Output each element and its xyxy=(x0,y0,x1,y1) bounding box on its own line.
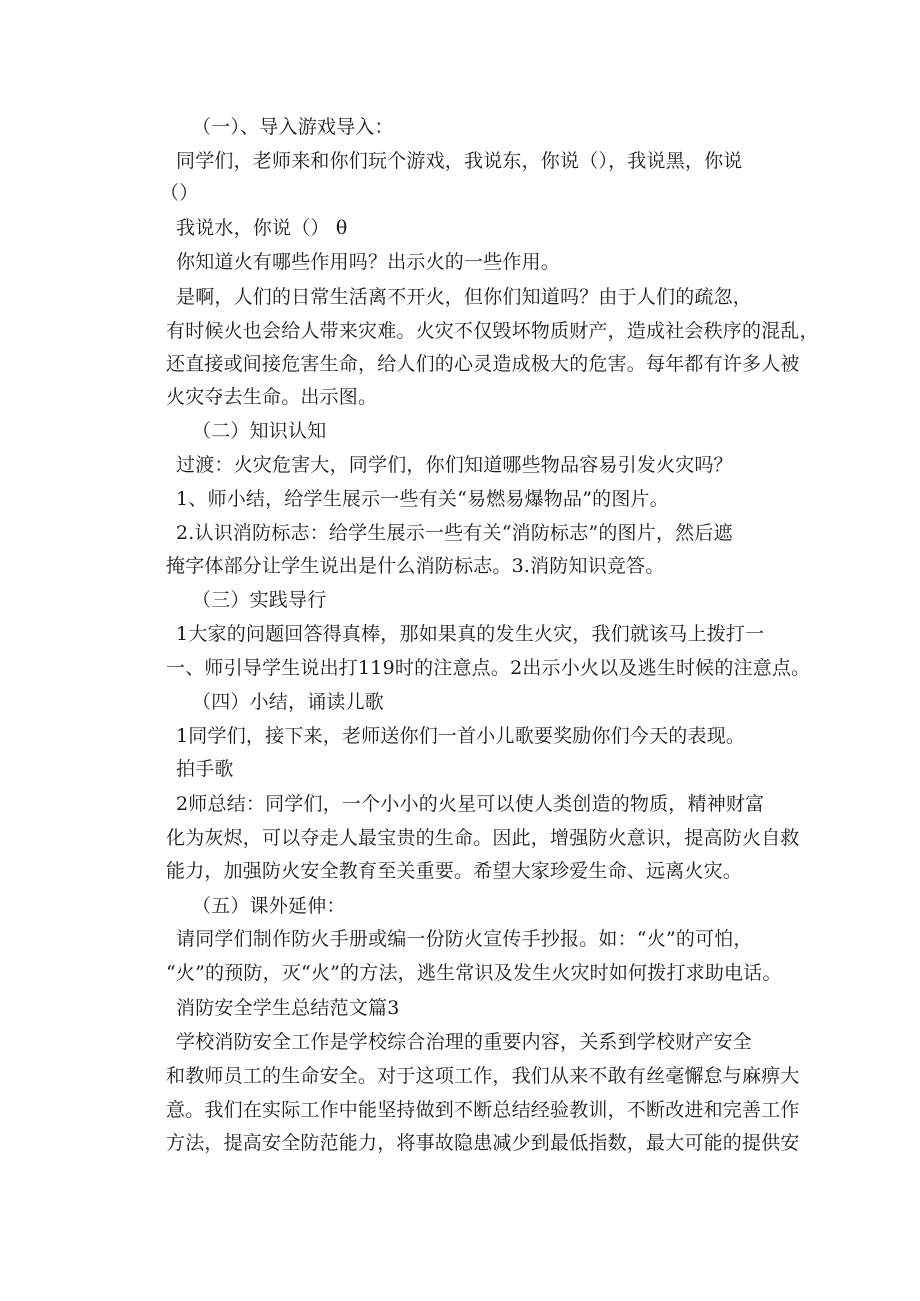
paragraph-line: 意。我们在实际工作中能坚持做到不断总结经验教训，不断改进和完善工作 xyxy=(166,1099,800,1121)
paragraph-line: 同学们，老师来和你们玩个游戏，我说东，你说（），我说黑，你说 xyxy=(176,150,743,172)
paragraph-line: 请同学们制作防火手册或编一份防火宣传手抄报。如：“火”的可怕， xyxy=(176,928,753,950)
paragraph-line: 你知道火有哪些作用吗？出示火的一些作用。 xyxy=(176,251,561,273)
paragraph-line: 学校消防安全工作是学校综合治理的重要内容，关系到学校财产安全 xyxy=(176,1031,753,1053)
paragraph-line: 我说水，你说（） θ xyxy=(176,217,348,239)
paragraph-line: 1大家的问题回答得真棒，那如果真的发生火灾，我们就该马上拨打一 xyxy=(176,623,765,645)
paragraph-line: 火灾夺去生命。出示图。 xyxy=(166,386,378,408)
paragraph-line: 是啊，人们的日常生活离不开火，但你们知道吗？由于人们的疏忽， xyxy=(176,286,753,308)
paragraph-line: 和教师员工的生命安全。对于这项工作，我们从来不敢有丝毫懈怠与麻痹大 xyxy=(166,1065,800,1087)
paragraph-line: 2.认识消防标志：给学生展示一些有关“消防标志”的图片，然后遮 xyxy=(176,522,733,544)
paragraph-line: 拍手歌 xyxy=(176,758,234,780)
paragraph-line: 方法，提高安全防范能力，将事故隐患减少到最低指数，最大可能的提供安 xyxy=(166,1132,800,1154)
paragraph-line: 2师总结：同学们，一个小小的火星可以使人类创造的物质，精神财富 xyxy=(176,793,765,815)
paragraph-line: “火”的预防，灭“火”的方法，逃生常识及发生火灾时如何拨打求助电话。 xyxy=(166,962,782,984)
paragraph-line: 过渡：火灾危害大，同学们，你们知道哪些物品容易引发火灾吗？ xyxy=(176,454,733,476)
section-heading-2: （二）知识认知 xyxy=(192,420,327,442)
paragraph-line: 1同学们，接下来，老师送你们一首小儿歌要奖励你们今天的表现。 xyxy=(176,725,746,747)
paragraph-line: 能力，加强防火安全教育至关重要。希望大家珍爱生命、远离火灾。 xyxy=(166,860,743,882)
paragraph-line: 有时候火也会给人带来灾难。火灾不仅毁坏物质财产，造成社会秩序的混乱， xyxy=(166,320,819,342)
paragraph-line: 化为灰烬，可以夺走人最宝贵的生命。因此，增强防火意识，提高防火自救 xyxy=(166,827,800,849)
paragraph-line: （） xyxy=(160,182,199,204)
paragraph-line: 1、师小结，给学生展示一些有关“易燃易爆物品”的图片。 xyxy=(176,488,669,510)
section-heading-3: （三）实践导行 xyxy=(192,589,327,611)
paragraph-line: 还直接或间接危害生命，给人们的心灵造成极大的危害。每年都有许多人被 xyxy=(166,353,800,375)
section-heading-1: （一）、导入游戏导入： xyxy=(192,116,394,138)
paragraph-line: 掩字体部分让学生说出是什么消防标志。3.消防知识竞答。 xyxy=(166,555,665,577)
section-heading-5: （五）课外延伸： xyxy=(192,895,346,917)
section-heading-4: （四）小结，诵读儿歌 xyxy=(192,691,385,713)
paragraph-line: 一、师引导学生说出打119时的注意点。2出示小火以及逃生时候的注意点。 xyxy=(166,657,811,679)
article-title: 消防安全学生总结范文篇3 xyxy=(176,997,400,1019)
